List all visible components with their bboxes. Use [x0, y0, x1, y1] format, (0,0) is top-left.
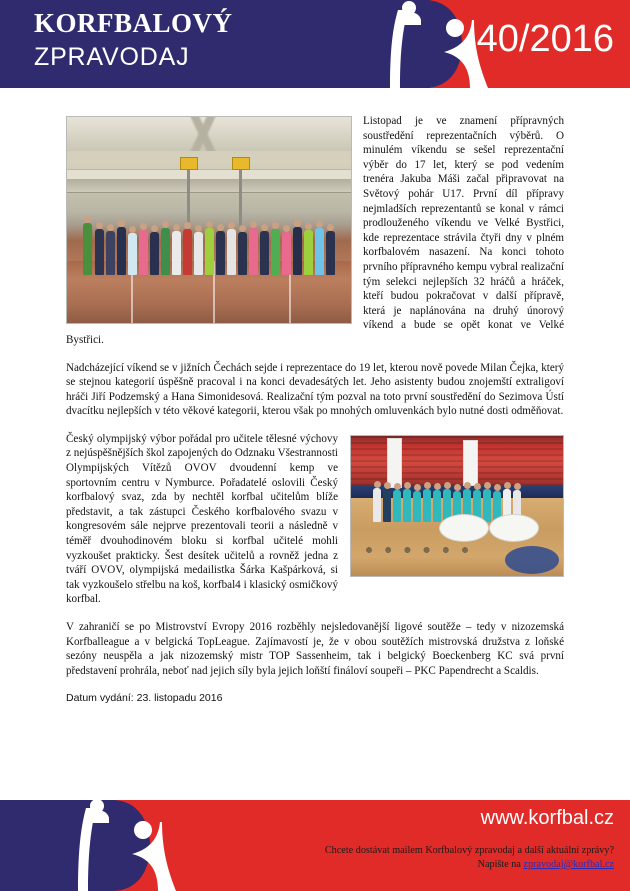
masthead-title — [34, 6, 233, 74]
oval-board-right — [489, 514, 539, 542]
issue-number: 40/2016 — [476, 18, 614, 60]
page-header — [0, 0, 630, 88]
photo-ovov-camp — [350, 435, 564, 577]
photo-team-lineup — [81, 197, 337, 275]
article-paragraph-1: Listopad je ve znamení přípravných soustředění reprezentačních výběrů. O minulém víkendu se sešel reprezentační výběr do 17 let, který se pod vedením trenéra Jakuba Máši začal připravovat na Světový pohár U17. První díl přípravy nejmladších reprezentantů se konal v rámci prodlouženého víkendu ve Velké Bystřici, kde reprezentace strávila čtyři dny v plném korfbalovém nasazení. Na konci tohoto prvního přípravného kempu vybral realizační tým selekci nejlepších 32 hráčů a hráček, kteří budou pokračovat v další přípravě, která je naplánována na druhý únorový víkend a bude se opět konat ve Velké Bystřici. — [66, 115, 564, 346]
page-content — [0, 88, 630, 800]
korfball-basket-left — [180, 157, 198, 170]
photo-roof-truss — [67, 117, 351, 151]
photo-team-group — [66, 116, 352, 324]
footer-contact-line — [325, 858, 614, 872]
photo-court-circle — [505, 546, 559, 574]
article-body — [66, 114, 564, 706]
article-paragraph-3: Český olympijský výbor pořádal pro učitele tělesné výchovy z nejúspěšnějších škol zapojených do Odznaku Všestrannosti Olympijských Vítězů OVOV dvoudenní kemp ve sportovním centru v Nymburce. Pořadatelé oslovili Český korfbalový svaz, zda by nechtěl korfbal učitelům blíže představit, a tak zástupci Českého korfbalového svazu v kongresovém sále nejprve prezentovali teorii a následně v téměř dvouhodinovém bloku si korfbal učitelé mohli vyzkoušet prakticky. Šest desítek učitelů a rovněž jedna z tváří OVOV, olympijská medailistka Šárka Kašpárková, si tak vyzkoušelo střelbu na koš, korfbal4 i klasický osmičkový korfbal. — [66, 432, 338, 606]
article-paragraph-4: V zahraničí se po Mistrovství Evropy 2016 rozběhly nejsledovanější ligové soutěže – tedy v nizozemská Korfballeague a v belgická TopLeague. Zajímavostí je, že v obou soutěžích mistrovská družstva z loňské sezóny neuspěla a jak nizozemský mistr TOP Sassenheim, tak i belgický Boeckenberg KC svá první představení prohrála, neboť nad jejich síly byla jejich loňští fináloví soupeři – PKC Papendrecht a Scaldis. — [66, 621, 564, 677]
footer-contact-block — [325, 844, 614, 872]
korfball-logo-icon — [362, 0, 492, 88]
page-footer — [0, 800, 630, 891]
article-paragraph-2: Nadcházející víkend se v jižních Čechách sejde i reprezentace do 19 let, kterou nově povede Milan Čejka, který se stejnou kategorií úspěšně pracoval i na konci devadesátých let. Jeho asistenty budou znojemští extraligoví hráči Jiří Podzemský a Hana Simonidesová. Realizační tým pozval na toto první soustředění do Sezimova Ústí dvacítku nejlepších v této věkové kategorii, kterou však po mnohých omluvenkách bylo nutné dosti odměňovat. — [66, 361, 564, 418]
footer-email-link[interactable]: zpravodaj@korfbal.cz — [523, 859, 614, 870]
publication-date: Datum vydání: 23. listopadu 2016 — [66, 692, 223, 705]
photo-floor-graphics — [357, 542, 477, 558]
masthead-line-1: KORFBALOVÝ — [34, 8, 233, 38]
footer-contact-prefix: Napište na — [477, 859, 524, 870]
korfball-basket-right — [232, 157, 250, 170]
oval-board-left — [439, 514, 489, 542]
korfball-logo-footer-icon — [62, 800, 192, 891]
photo-balcony — [67, 169, 351, 193]
masthead-line-2: ZPRAVODAJ — [34, 43, 190, 71]
footer-contact-question: Chcete dostávat mailem Korfbalový zpravodaj a další aktuální zprávy? — [324, 845, 614, 856]
footer-website-url[interactable]: www.korfbal.cz — [480, 807, 614, 829]
